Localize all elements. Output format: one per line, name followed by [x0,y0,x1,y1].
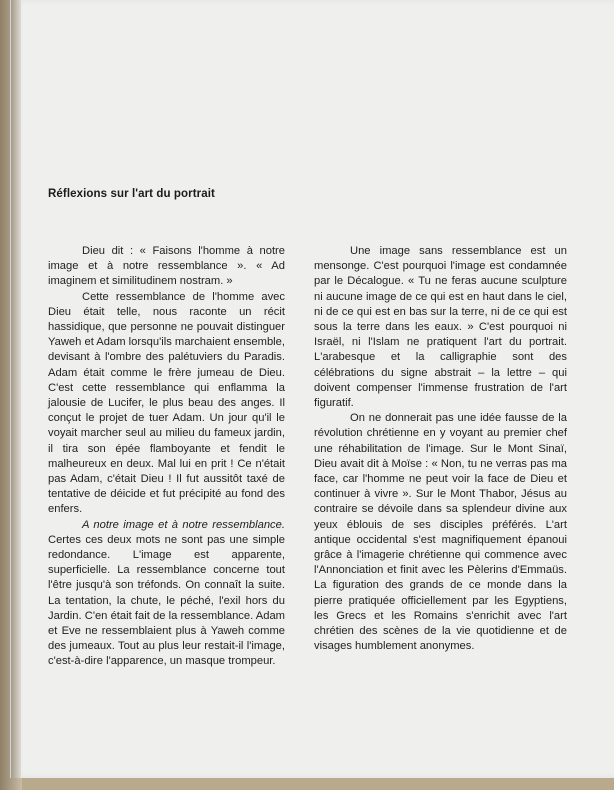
left-paragraph-3-body: Certes ces deux mots ne sont pas une simple redondance. L'image est apparente, superficielle. La ressemblance concerne tout l'être jusqu'à son tréfonds. On connaît la suite. La tentation, la chute, le péché, l'exil hors du Jardin. C'en était fait de la ressemblance. Adam et Eve ne ressemblaient plus à Yaweh comme des jumeaux. Tout au plus leur restait-il l'image, c'est-à-dire l'apparence, un masque trompeur. [48,533,285,668]
article-title: Réflexions sur l'art du portrait [48,188,215,200]
right-paragraph-2: On ne donnerait pas une idée fausse de la révolution chrétienne en y voyant au premier chef une réhabilitation de l'image. Sur le Mont Sinaï, Dieu avait dit à Moïse : « Non, tu ne verras pas ma face, car l'homme ne peut voir la face de Dieu et continuer à vivre ». Sur le Mont Thabor, Jésus au contraire se dévoile dans sa splendeur divine aux yeux éblouis de ses disciples préférés. L'art antique occidental s'est magnifiquement épanoui grâce à l'imagerie chrétienne qui commence avec l'Annonciation et finit avec les Pèlerins d'Emmaüs. La figuration des grands de ce monde dans la pierre pratiquée officiellement par les Egyptiens, les Grecs et les Romains s'enrichit avec l'art chrétien des scènes de la vie quotidienne et de visages humblement anonymes. [314,412,567,653]
left-paragraph-1: Dieu dit : « Faisons l'homme à notre image et à notre ressemblance ». « Ad imaginem et similitudinem nostram. » [48,245,285,288]
right-text-column [314,244,567,654]
right-paragraph-1: Une image sans ressemblance est un mensonge. C'est pourquoi l'image est condamnée par le Décalogue. « Tu ne feras aucune sculpture ni aucune image de ce qui est en haut dans le ciel, ni de ce qui est en bas sur la terre, ni de ce qui est sous la terre dans les eaux. » C'est pourquoi ni Israël, ni l'Islam ne pratiquent l'art du portrait. L'arabesque et la calligraphie sont des célébrations du signe abstrait – la lettre – qui doivent compenser l'immense frustration de l'art figuratif. [314,245,567,410]
left-text-column [48,244,285,670]
left-paragraph-3-italic: A notre image et à notre ressemblance. [82,518,285,531]
page-gutter [11,0,21,778]
left-paragraph-2: Cette ressemblance de l'homme avec Dieu était telle, nous raconte un récit hassidique, que personne ne pouvait distinguer Yaweh et Adam lorsqu'ils marchaient ensemble, devisant à l'ombre des palétuviers du Paradis. Adam était comme le frère jumeau de Dieu. C'est cette ressemblance qui enflamma la jalousie de Lucifer, le plus beau des anges. Il conçut le projet de tuer Adam. Un jour qu'il le voyait marcher seul au milieu du fameux jardin, il tira son épée flamboyante et fendit le malheureux en deux. Mal lui en prit ! Ce n'était pas Adam, c'était Dieu ! Il fut aussitôt taxé de tentative de déicide et fut précipité au fond des enfers. [48,290,285,516]
left-paragraph-3 [48,518,285,670]
